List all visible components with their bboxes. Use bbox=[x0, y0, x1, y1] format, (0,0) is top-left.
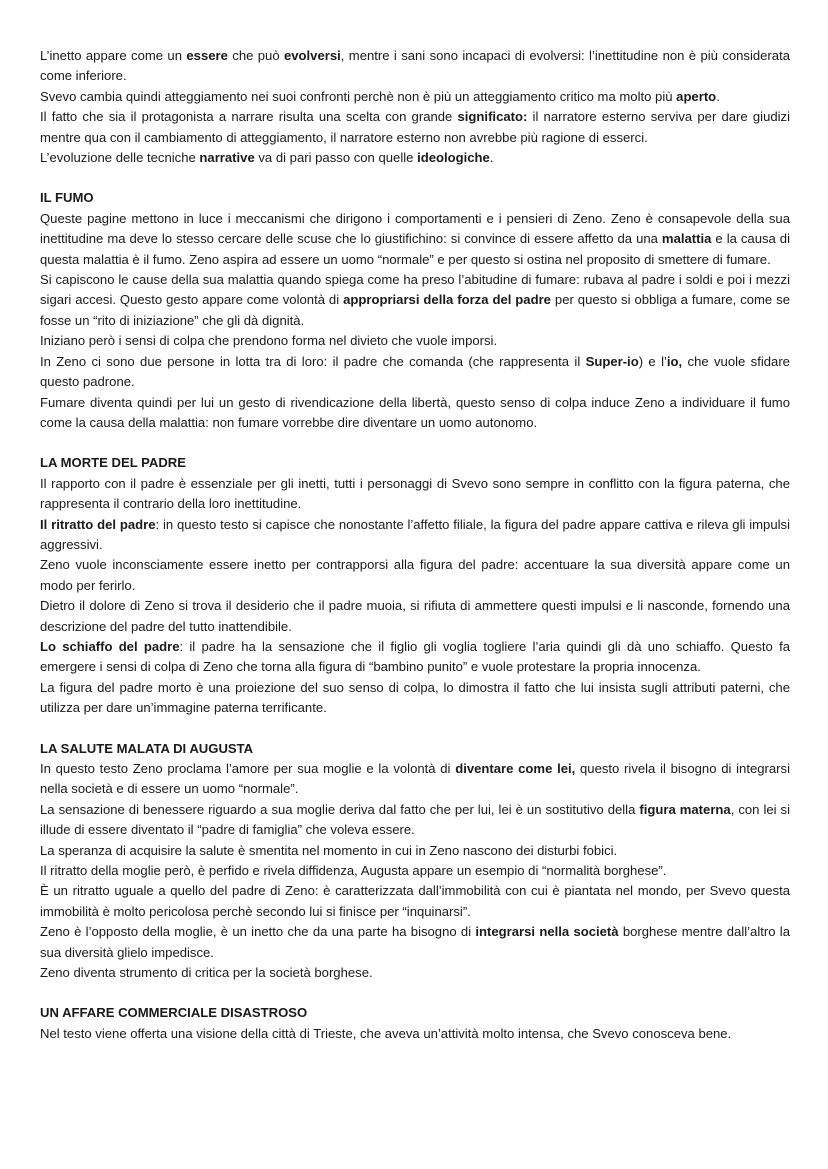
bold-term: ideologiche bbox=[417, 150, 490, 166]
bold-term: Super-io bbox=[585, 353, 639, 369]
bold-term: narrative bbox=[199, 150, 255, 166]
bold-term: evolversi bbox=[283, 48, 341, 63]
paragraph: Fumare diventa quindi per lui un gesto di rivendicazione della libertà, questo senso di colpa induce Zeno a individuare il fumo come la causa della malattia: non fumare vorrebbe dire diventare un uomo autonomo. bbox=[40, 394, 790, 430]
paragraph: Lo schiaffo del padre: il padre ha la sensazione che il figlio gli voglia togliere l’aria quindi gli dà uno schiaffo. Questo fa emergere i sensi di colpa di Zeno che torna alla figura di “bambino punito” e vuole protestare la propria innocenza. bbox=[40, 638, 791, 675]
bold-term: significato: bbox=[457, 109, 528, 125]
section-la-morte-del-padre bbox=[40, 453, 790, 718]
section-heading: LA SALUTE MALATA DI AUGUSTA bbox=[40, 740, 254, 756]
bold-term: Lo schiaffo del padre bbox=[40, 638, 180, 654]
bold-term: malattia bbox=[661, 231, 712, 247]
document-page bbox=[40, 46, 790, 1044]
paragraph: Zeno diventa strumento di critica per la società borghese. bbox=[40, 965, 373, 981]
paragraph: La figura del padre morto è una proiezione del suo senso di colpa, lo dimostra il fatto che lui insista sugli attributi paterni, che utilizza per dare un’immagine paterna terrificante. bbox=[40, 679, 790, 716]
bold-term: io, bbox=[666, 353, 683, 369]
section-heading: IL FUMO bbox=[40, 190, 94, 206]
paragraph: L’inetto appare come un essere che può evolversi, mentre i sani sono incapaci di evolversi: l’inettitudine non è più considerata come inferiore. bbox=[40, 48, 790, 84]
paragraph: La sensazione di benessere riguardo a sua moglie deriva dal fatto che per lui, lei è un sostitutivo della figura materna, con lei si illude di essere diventato il “padre di famiglia” che voleva essere. bbox=[40, 801, 791, 838]
paragraph: Il rapporto con il padre è essenziale per gli inetti, tutti i personaggi di Svevo sono sempre in conflitto con la figura paterna, che rappresenta il contrario della loro inettitudine. bbox=[40, 475, 790, 512]
paragraph: Iniziano però i sensi di colpa che prendono forma nel divieto che vuole imporsi. bbox=[40, 333, 498, 349]
section-heading: LA MORTE DEL PADRE bbox=[40, 455, 186, 471]
paragraph: In Zeno ci sono due persone in lotta tra di loro: il padre che comanda (che rappresenta il Super-io) e l’io, che vuole sfidare questo padrone. bbox=[40, 353, 790, 390]
paragraph: L’evoluzione delle tecniche narrative va di pari passo con quelle ideologiche. bbox=[40, 150, 494, 166]
bold-term: diventare come lei, bbox=[455, 761, 576, 776]
bold-term: appropriarsi della forza del padre bbox=[343, 292, 551, 308]
paragraph: Svevo cambia quindi atteggiamento nei suoi confronti perchè non è più un atteggiamento critico ma molto più aperto. bbox=[40, 88, 720, 104]
bold-term: aperto bbox=[676, 88, 717, 104]
paragraph: Zeno vuole inconsciamente essere inetto per contrapporsi alla figura del padre: accentuare la sua diversità appare come un modo per ferirlo. bbox=[40, 557, 790, 593]
paragraph: La speranza di acquisire la salute è smentita nel momento in cui in Zeno nascono dei disturbi fobici. bbox=[40, 842, 618, 858]
intro-block bbox=[40, 46, 790, 168]
section-heading: UN AFFARE COMMERCIALE DISASTROSO bbox=[40, 1005, 308, 1021]
paragraph: Il ritratto della moglie però, è perfido e rivela diffidenza, Augusta appare un esempio di “normalità borghese”. bbox=[40, 863, 667, 879]
section-il-fumo bbox=[40, 188, 790, 433]
paragraph: Nel testo viene offerta una visione della città di Trieste, che aveva un’attività molto intensa, che Svevo conosceva bene. bbox=[40, 1025, 732, 1041]
section-un-affare-commerciale-disastroso bbox=[40, 1003, 790, 1044]
bold-term: Il ritratto del padre bbox=[40, 516, 156, 532]
paragraph: È un ritratto uguale a quello del padre di Zeno: è caratterizzata dall’immobilità con cui è piantata nel mondo, per Svevo questa immobilità è molto pericolosa perchè secondo lui si finisce per “inquinarsi”. bbox=[40, 883, 790, 919]
paragraph: Zeno è l’opposto della moglie, è un inetto che da una parte ha bisogno di integrarsi nella società borghese mentre dall’altro la sua diversità glielo impedisce. bbox=[40, 924, 790, 960]
bold-term: figura materna bbox=[639, 801, 731, 817]
paragraph: Dietro il dolore di Zeno si trova il desiderio che il padre muoia, si rifiuta di ammettere questi impulsi e li nasconde, fornendo una descrizione del padre del tutto inattendibile. bbox=[40, 598, 790, 634]
section-la-salute-malata-di-augusta bbox=[40, 739, 790, 984]
bold-term: essere bbox=[186, 48, 228, 63]
paragraph: Queste pagine mettono in luce i meccanismi che dirigono i comportamenti e i pensieri di Zeno. Zeno è consapevole della sua inettitudine ma deve lo stesso cercare delle scuse che lo giustifichino: si convince di essere affetto da una malattia e la causa di questa malattia è il fumo. Zeno aspira ad essere un uomo “normale” e per questo si ostina nel proposito di smettere di fumare. bbox=[40, 210, 791, 267]
paragraph: In questo testo Zeno proclama l’amore per sua moglie e la volontà di diventare come lei, questo rivela il bisogno di integrarsi nella società e di essere un uomo “normale”. bbox=[40, 761, 790, 797]
paragraph: Il fatto che sia il protagonista a narrare risulta una scelta con grande significato: il narratore esterno serviva per dare giudizi mentre qua con il cambiamento di atteggiamento, il narratore esterno non avrebbe più ragione di esserci. bbox=[40, 109, 790, 145]
paragraph: Il ritratto del padre: in questo testo si capisce che nonostante l’affetto filiale, la figura del padre appare cattiva e rileva gli impulsi aggressivi. bbox=[40, 516, 790, 552]
paragraph: Si capiscono le cause della sua malattia quando spiega come ha preso l’abitudine di fumare: rubava al padre i soldi e poi i mezzi sigari accesi. Questo gesto appare come volontà di appropriarsi della forza del padre per questo si obbliga a fumare, come se fosse un “rito di iniziazione” che gli dà dignità. bbox=[40, 272, 790, 328]
bold-term: integrarsi nella società bbox=[475, 924, 619, 940]
